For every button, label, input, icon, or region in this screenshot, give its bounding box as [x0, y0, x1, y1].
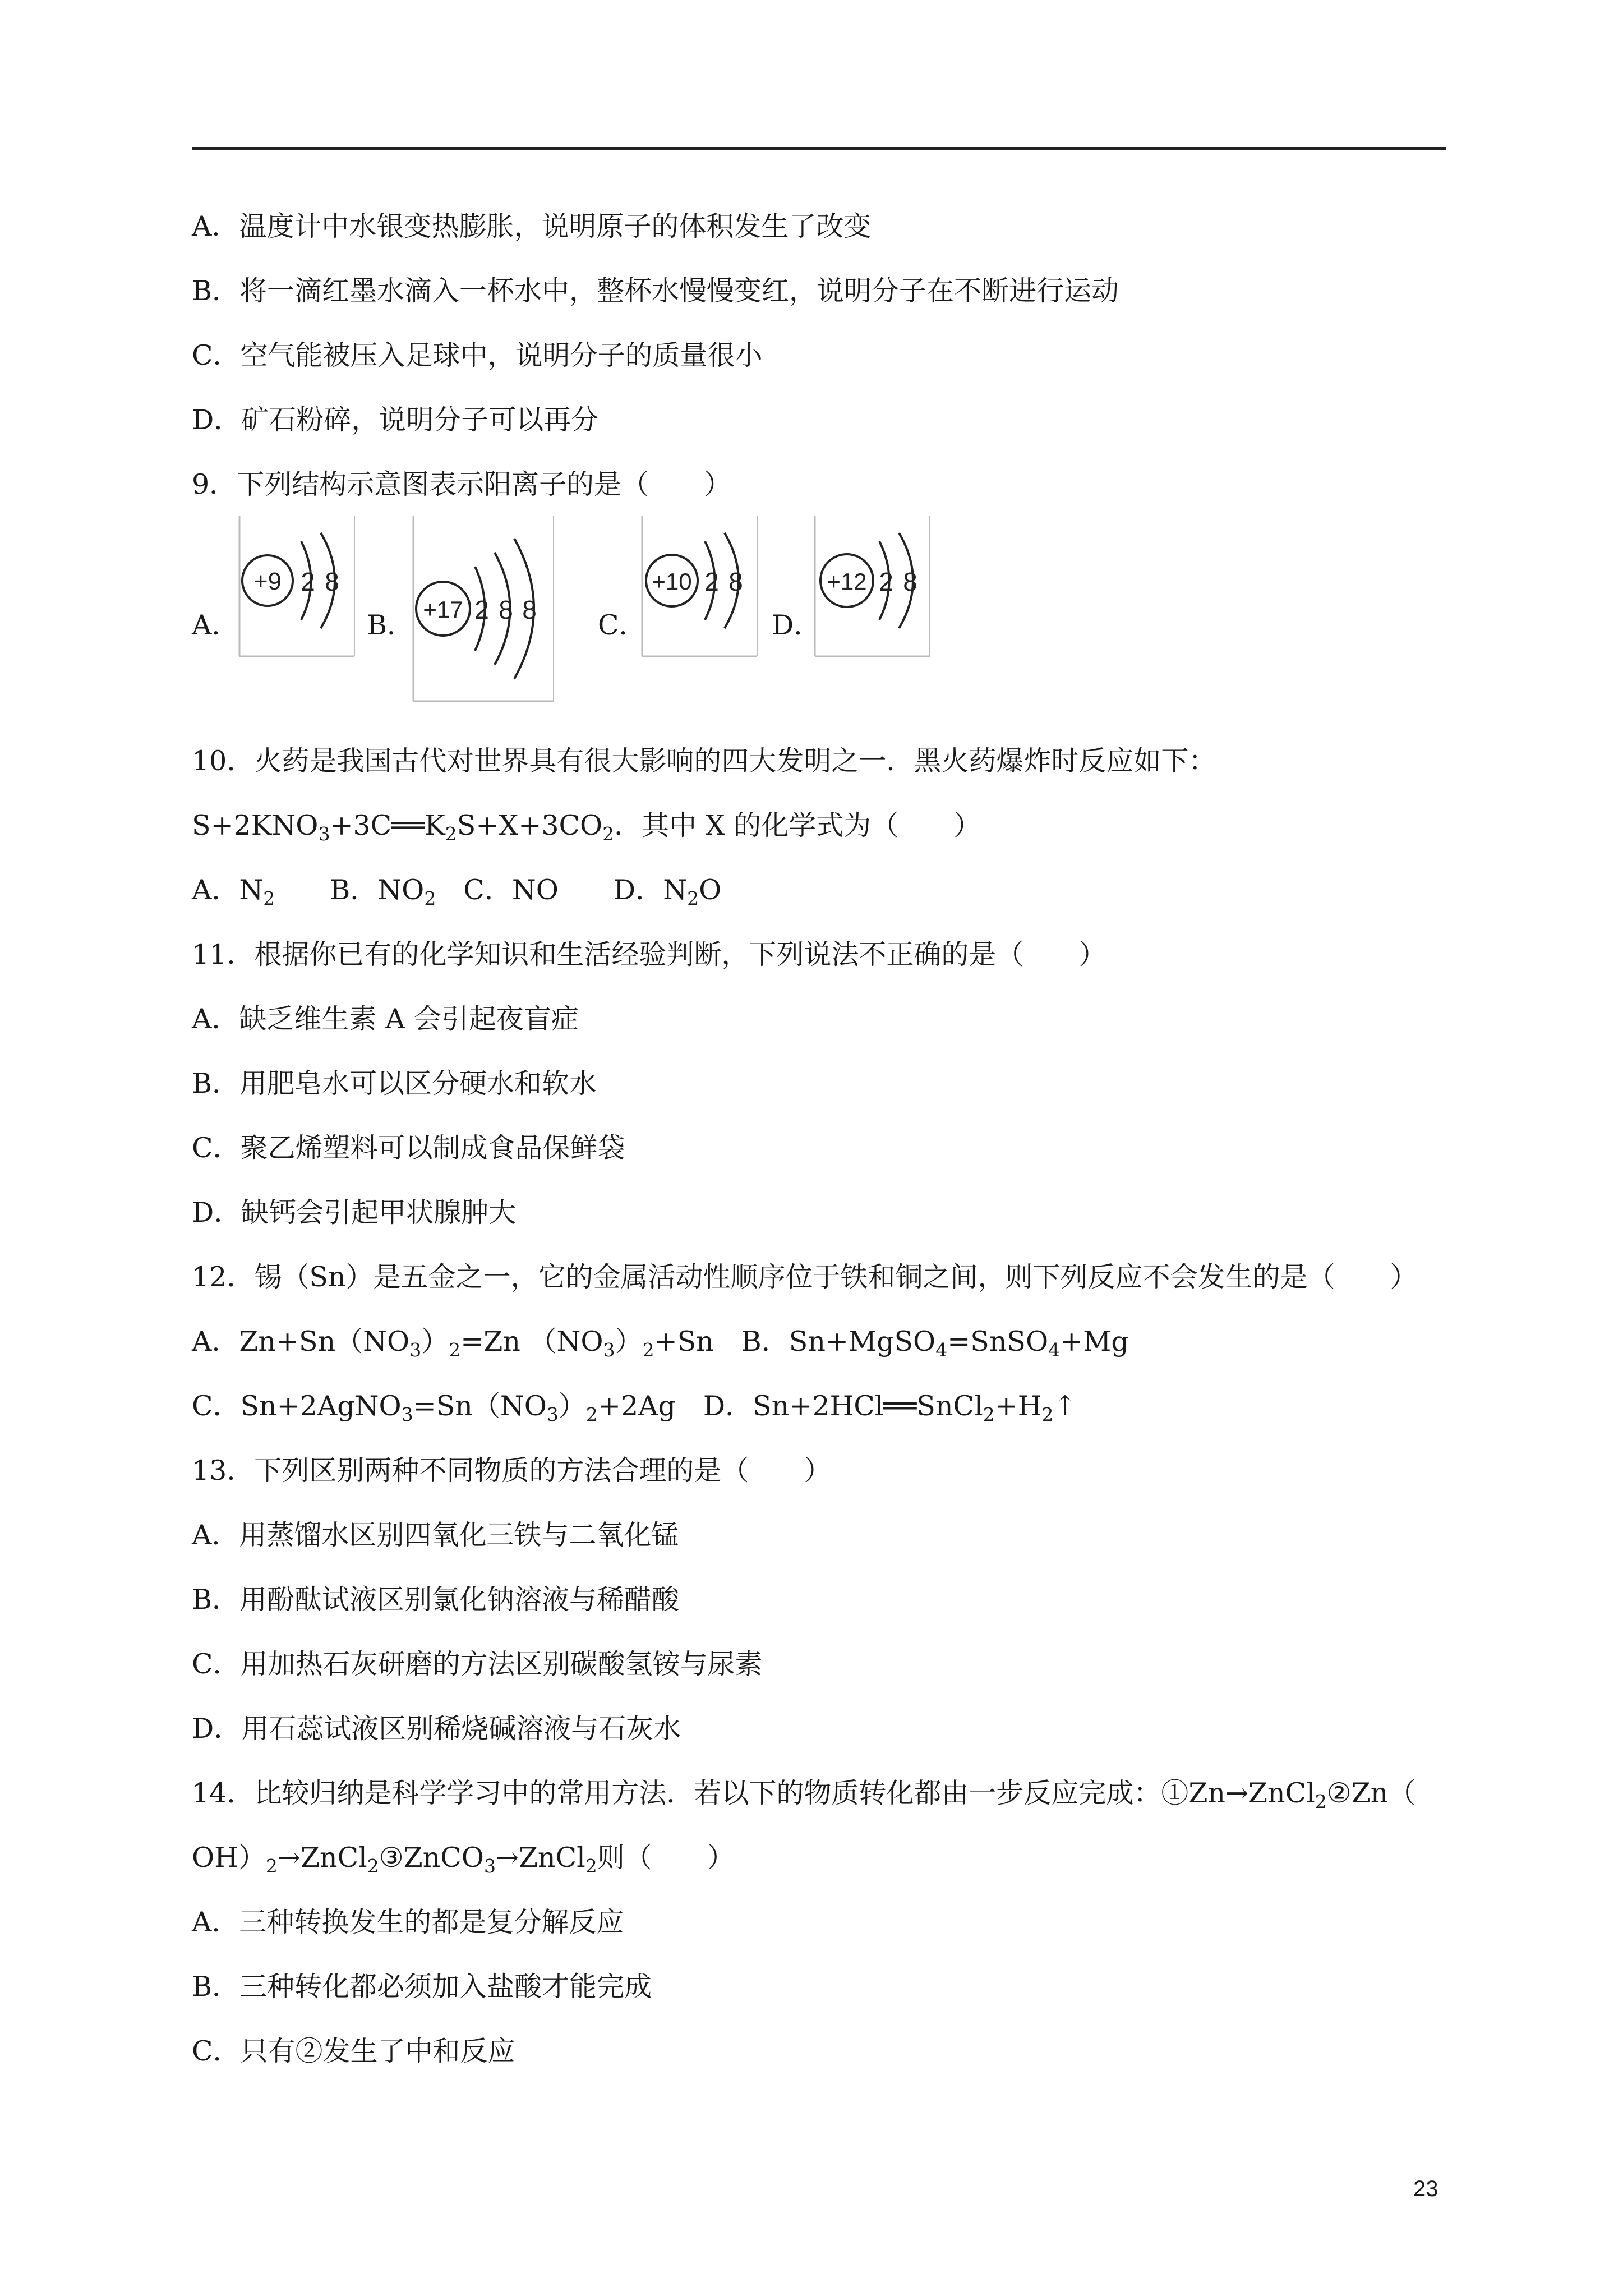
q14-option-b: B．三种转化都必须加入盐酸才能完成	[192, 1971, 652, 2003]
q10-option-a: A．$N_2$	[192, 874, 275, 909]
q13-option-b: B．用酚酞试液区别氯化钠溶液与稀醋酸	[192, 1584, 680, 1616]
q10-options	[192, 873, 721, 907]
q14-option-c: C．只有②发生了中和反应	[192, 2035, 515, 2067]
q11-stem: 11．根据你已有的化学知识和生活经验判断，下列说法不正确的是（ ）	[192, 938, 1106, 970]
q10-stem: 10．火药是我国古代对世界具有很大影响的四大发明之一．黑火药爆炸时反应如下：	[192, 745, 1216, 777]
atom-b-shell-1: 2	[474, 595, 489, 624]
page-number: 23	[1413, 2177, 1438, 2201]
q11-option-a: A．缺乏维生素 A 会引起夜盲症	[192, 1003, 579, 1035]
atom-d-shell-2: 8	[903, 567, 917, 596]
atom-diagram-a	[237, 513, 357, 659]
atom-b-shell-3: 8	[522, 595, 537, 624]
q11-option-d: D．缺钙会引起甲状腺肿大	[192, 1197, 517, 1228]
q12-options-ab: A．$Zn+Sn(NO_3)_2=Zn$ $(NO_3)_2+Sn$ B．Sn+MgSO$_4$=SnSO$_4$+Mg	[192, 1326, 1129, 1361]
q9-option-b-label: B．	[367, 609, 415, 641]
q14-option-a: A．三种转换发生的都是复分解反应	[192, 1906, 624, 1938]
q9-option-d-label: D．	[772, 609, 822, 641]
atom-diagram-b	[411, 513, 556, 704]
q9-option-c-label: C．	[598, 609, 647, 641]
atom-a-nucleus: +9	[253, 568, 282, 595]
atom-diagram-d	[812, 513, 933, 659]
atom-d-shell-1: 2	[879, 567, 893, 596]
atom-b-shell-2: 8	[499, 595, 513, 624]
q8-option-a: A．温度计中水银变热膨胀，说明原子的体积发生了改变	[192, 210, 872, 242]
q13-stem: 13．下列区别两种不同物质的方法合理的是（ ）	[192, 1455, 832, 1487]
q14-stem-line-1: 14．比较归纳是科学学习中的常用方法．若以下的物质转化都由一步反应完成：①Zn→ZnCl$_2$②Zn（	[192, 1777, 1416, 1812]
q8-option-c: C．空气能被压入足球中，说明分子的质量很小	[192, 339, 763, 371]
atom-b-nucleus: +17	[423, 596, 463, 623]
q10-option-b: B．$NO_2$	[330, 874, 436, 909]
q12-options-cd: C．$Sn+2AgNO_3=Sn(NO_3)_2+2Ag$ D．$Sn+2HCl══SnCl_2+H_2↑$	[192, 1390, 1077, 1425]
q11-option-c: C．聚乙烯塑料可以制成食品保鲜袋	[192, 1132, 625, 1164]
q10-option-d: D．$N_2O$	[613, 874, 722, 909]
q11-option-b: B．用肥皂水可以区分硬水和软水	[192, 1068, 597, 1099]
atom-c-shell-2: 8	[728, 567, 743, 596]
q13-option-a: A．用蒸馏水区别四氧化三铁与二氧化锰	[192, 1519, 679, 1551]
q8-option-d: D．矿石粉碎，说明分子可以再分	[192, 404, 599, 436]
atom-c-nucleus: +10	[652, 568, 692, 595]
atom-a-shell-2: 8	[325, 567, 339, 596]
header-rule	[192, 147, 1446, 150]
q12-stem: 12．锡（Sn）是五金之一，它的金属活动性顺序位于铁和铜之间，则下列反应不会发生的是（ ）	[192, 1261, 1418, 1293]
atom-c-shell-1: 2	[704, 567, 719, 596]
q13-option-c: C．用加热石灰研磨的方法区别碳酸氢铵与尿素	[192, 1648, 763, 1680]
atom-diagram-c	[639, 513, 760, 659]
q9-option-a-label: A．	[192, 609, 239, 641]
q10-equation: $S+2KNO_3+3C══K_2S+X+3CO_2$．其中 X 的化学式为（ ）	[192, 809, 981, 845]
q14-stem-line-2: $OH)_2\to ZnCl_2③ZnCO_3\to ZnCl_2$则（ ）	[192, 1842, 735, 1877]
q10-option-c: C．NO	[463, 874, 559, 906]
atom-d-nucleus: +12	[827, 568, 867, 595]
q8-option-b: B．将一滴红墨水滴入一杯水中，整杯水慢慢变红，说明分子在不断进行运动	[192, 275, 1119, 307]
q13-option-d: D．用石蕊试液区别稀烧碱溶液与石灰水	[192, 1713, 681, 1745]
q9-stem: 9．下列结构示意图表示阳离子的是（ ）	[192, 468, 732, 500]
atom-a-shell-1: 2	[301, 567, 315, 596]
